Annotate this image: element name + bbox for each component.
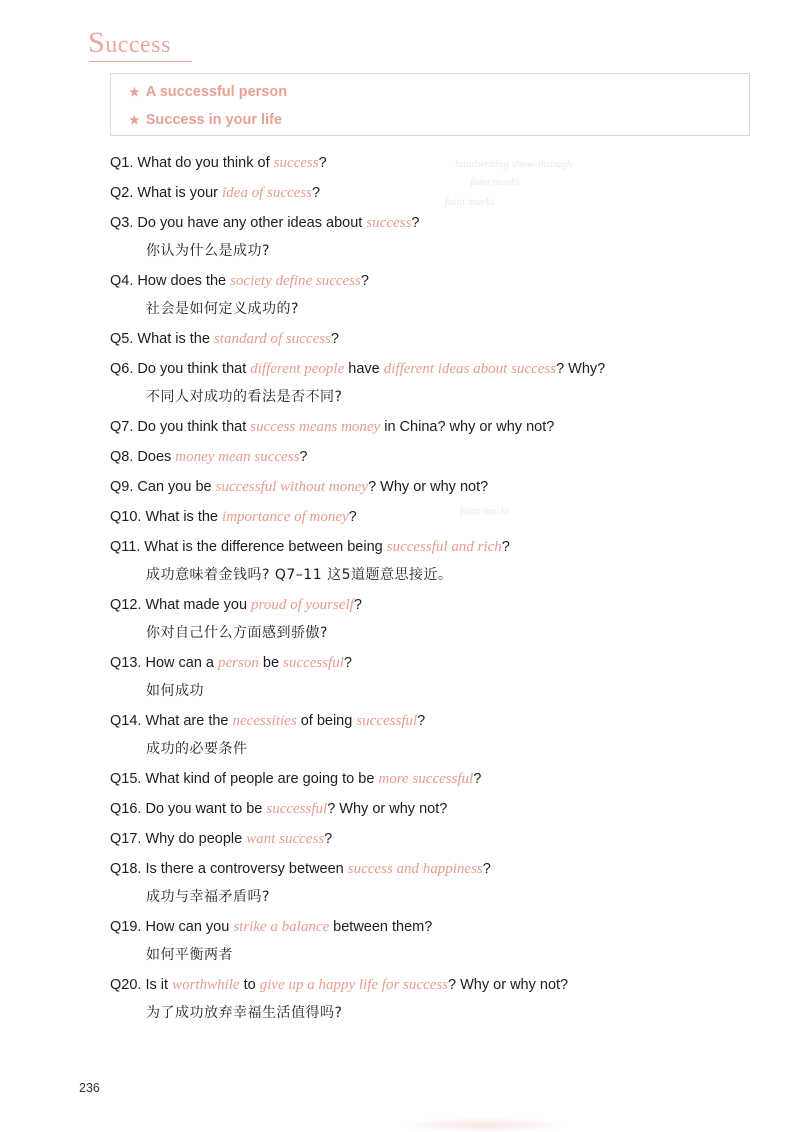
question-row <box>110 479 770 495</box>
question-keyphrase: successful and rich <box>386 539 502 555</box>
question-keyphrase: successful <box>356 713 418 729</box>
question-list <box>110 155 770 1035</box>
question-keyphrase: person <box>218 655 259 671</box>
question-row <box>110 331 770 347</box>
question-number: Q19. <box>110 919 142 935</box>
question-text: ? <box>473 771 482 787</box>
question-number: Q3. <box>110 215 134 231</box>
question-number: Q11. <box>110 539 141 555</box>
question-keyphrase: idea of success <box>222 185 312 201</box>
question-text: ? <box>348 509 357 525</box>
question-row <box>110 597 770 641</box>
page-title <box>88 28 171 60</box>
question-keyphrase: money mean success <box>175 449 300 465</box>
question-text: be <box>258 655 284 671</box>
question-row <box>110 449 770 465</box>
question-keyphrase: different ideas about success <box>383 361 557 377</box>
question-keyphrase: society define success <box>230 273 361 289</box>
question-keyphrase: give up a happy life for success <box>259 977 449 993</box>
question-number: Q20. <box>110 977 142 993</box>
topic-item-2 <box>129 112 282 128</box>
question-keyphrase: importance of money <box>222 509 349 525</box>
question-text: How does the <box>137 273 231 289</box>
star-icon: ★ <box>129 113 140 127</box>
question-translation: 成功与幸福矛盾吗? <box>146 889 270 905</box>
question-translation: 不同人对成功的看法是否不同? <box>146 389 343 405</box>
question-text: ? Why or why not? <box>368 479 489 495</box>
question-text: What are the <box>145 713 233 729</box>
question-row <box>110 215 770 259</box>
question-text: Is there a controversy between <box>145 861 348 877</box>
question-text: How can a <box>145 655 219 671</box>
question-text: What kind of people are going to be <box>145 771 379 787</box>
question-text: have <box>344 361 384 377</box>
question-text: ? <box>299 449 308 465</box>
page-title-rest: uccess <box>105 32 171 58</box>
question-text: Why do people <box>145 831 247 847</box>
question-number: Q10. <box>110 509 142 525</box>
question-text: Do you want to be <box>145 801 267 817</box>
question-row <box>110 801 770 817</box>
question-number: Q8. <box>110 449 134 465</box>
question-number: Q17. <box>110 831 142 847</box>
question-text: Is it <box>145 977 173 993</box>
question-number: Q18. <box>110 861 142 877</box>
topic-item-2-label: Success in your life <box>145 112 282 128</box>
topic-item-1 <box>129 84 287 100</box>
question-number: Q14. <box>110 713 142 729</box>
question-row <box>110 361 770 405</box>
question-row <box>110 831 770 847</box>
question-text: How can you <box>145 919 234 935</box>
question-number: Q1. <box>110 155 134 171</box>
question-row <box>110 539 770 583</box>
question-text: in China? why or why not? <box>380 419 555 435</box>
background-smudge: handwriting show-through <box>455 158 573 170</box>
question-keyphrase: worthwhile <box>172 977 240 993</box>
page-number: 236 <box>79 1081 100 1095</box>
question-text: ? <box>417 713 426 729</box>
question-number: Q5. <box>110 331 134 347</box>
question-row <box>110 655 770 699</box>
question-row <box>110 771 770 787</box>
question-translation: 为了成功放弃幸福生活值得吗? <box>146 1005 343 1021</box>
title-underline <box>89 61 192 62</box>
question-text: ? <box>343 655 352 671</box>
background-smudge: faint marks <box>445 196 495 208</box>
question-translation: 如何成功 <box>146 683 204 699</box>
question-text: between them? <box>329 919 433 935</box>
question-number: Q15. <box>110 771 142 787</box>
question-row <box>110 155 770 171</box>
question-number: Q7. <box>110 419 134 435</box>
star-icon: ★ <box>129 85 140 99</box>
question-keyphrase: different people <box>250 361 345 377</box>
question-text: What is the difference between being <box>144 539 387 555</box>
question-row <box>110 713 770 757</box>
question-row <box>110 185 770 201</box>
question-keyphrase: standard of success <box>213 331 331 347</box>
topic-box <box>110 73 750 136</box>
question-number: Q6. <box>110 361 134 377</box>
question-text: ? <box>501 539 510 555</box>
question-keyphrase: successful without money <box>215 479 369 495</box>
question-row <box>110 977 770 1021</box>
question-text: Do you think that <box>137 361 251 377</box>
question-text: ? <box>411 215 420 231</box>
question-text: ? <box>318 155 327 171</box>
question-translation: 你对自己什么方面感到骄傲? <box>146 625 328 641</box>
question-row <box>110 919 770 963</box>
question-text: ? Why or why not? <box>448 977 569 993</box>
question-keyphrase: necessities <box>232 713 297 729</box>
question-keyphrase: want success <box>246 831 325 847</box>
question-row <box>110 419 770 435</box>
question-translation: 你认为什么是成功? <box>146 243 270 259</box>
question-text: of being <box>296 713 357 729</box>
question-text: ? Why or why not? <box>327 801 448 817</box>
question-text: Do you think that <box>137 419 251 435</box>
question-keyphrase: successful <box>266 801 328 817</box>
question-row <box>110 273 770 317</box>
question-translation: 成功意味着金钱吗? Q7–11 这5道题意思接近。 <box>146 567 453 583</box>
question-text: Does <box>137 449 176 465</box>
question-text: What is your <box>137 185 223 201</box>
question-translation: 如何平衡两者 <box>146 947 233 963</box>
page-title-initial: S <box>88 26 106 59</box>
question-keyphrase: more successful <box>378 771 474 787</box>
question-text: ? <box>312 185 321 201</box>
question-text: Can you be <box>137 479 216 495</box>
question-keyphrase: strike a balance <box>233 919 330 935</box>
question-number: Q4. <box>110 273 134 289</box>
question-keyphrase: successful <box>283 655 344 671</box>
question-text: What do you think of <box>137 155 274 171</box>
question-translation: 社会是如何定义成功的? <box>146 301 299 317</box>
question-keyphrase: success means money <box>250 419 381 435</box>
question-text: ? <box>482 861 491 877</box>
question-text: Do you have any other ideas about <box>137 215 367 231</box>
background-smudge: faint marks <box>460 505 510 517</box>
question-text: ? <box>330 331 339 347</box>
question-text: ? <box>360 273 369 289</box>
question-row <box>110 509 770 525</box>
question-text: ? <box>353 597 362 613</box>
question-text: ? <box>324 831 333 847</box>
question-keyphrase: success <box>273 155 319 171</box>
question-text: What made you <box>145 597 252 613</box>
question-number: Q9. <box>110 479 134 495</box>
question-text: ? Why? <box>556 361 606 377</box>
question-keyphrase: proud of yourself <box>251 597 354 613</box>
question-translation: 成功的必要条件 <box>146 741 248 757</box>
question-text: What is the <box>137 331 214 347</box>
question-text: to <box>239 977 260 993</box>
question-number: Q16. <box>110 801 142 817</box>
question-row <box>110 861 770 905</box>
background-smudge: faint marks <box>470 176 520 188</box>
question-text: What is the <box>145 509 223 525</box>
question-keyphrase: success <box>366 215 412 231</box>
question-number: Q13. <box>110 655 142 671</box>
question-number: Q2. <box>110 185 134 201</box>
topic-item-1-label: A successful person <box>145 84 288 100</box>
question-number: Q12. <box>110 597 142 613</box>
question-keyphrase: success and happiness <box>347 861 483 877</box>
